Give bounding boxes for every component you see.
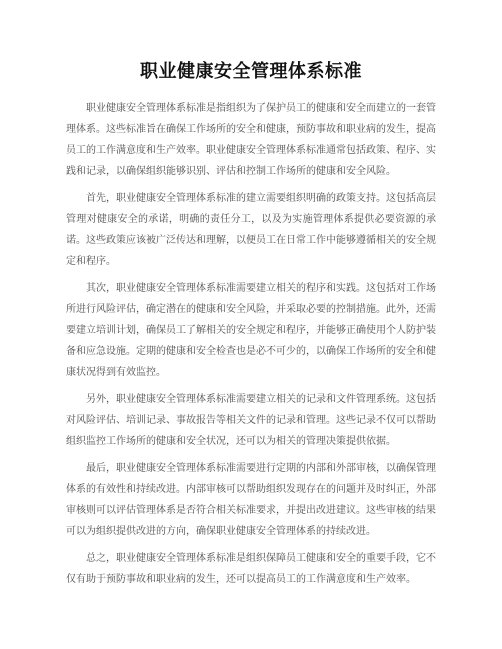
paragraph-procedures: 其次，职业健康安全管理体系标准需要建立相关的程序和实践。这包括对工作场所进行风险评估，确定潜在的健康和安全风险，并采取必要的控制措施。此外，还需要建立培训计划，确保员工了解相关的安全规定和程序，并能够正确使用个人防护装备和应急设施。定期的健康和安全检查也是必不可少的，以确保工作场所的安全和健康状况得到有效监控。	[66, 283, 436, 378]
paragraph-audits: 最后，职业健康安全管理体系标准需要进行定期的内部和外部审核，以确保管理体系的有效性和持续改进。内部审核可以帮助组织发现存在的问题并及时纠正，外部审核则可以评估管理体系是否符合相关标准要求，并提出改进建议。这些审核的结果可以为组织提供改进的方向，确保职业健康安全管理体系的持续改进。	[66, 463, 436, 537]
document-title: 职业健康安全管理体系标准	[140, 61, 362, 82]
paragraph-records: 另外，职业健康安全管理体系标准需要建立相关的记录和文件管理系统。这包括对风险评估、培训记录、事故报告等相关文件的记录和管理。这些记录不仅可以帮助组织监控工作场所的健康和安全状况，还可以为相关的管理决策提供依据。	[66, 394, 436, 447]
paragraph-intro: 职业健康安全管理体系标准是指组织为了保护员工的健康和安全而建立的一套管理体系。这些标准旨在确保工作场所的安全和健康，预防事故和职业病的发生，提高员工的工作满意度和生产效率。职业健康安全管理体系标准通常包括政策、程序、实践和记录，以确保组织能够识别、评估和控制工作场所的健康和安全风险。	[66, 103, 436, 177]
paragraph-conclusion: 总之，职业健康安全管理体系标准是组织保障员工健康和安全的重要手段，它不仅有助于预防事故和职业病的发生，还可以提高员工的工作满意度和生产效率。	[66, 553, 436, 585]
paragraph-policy: 首先，职业健康安全管理体系标准的建立需要组织明确的政策支持。这包括高层管理对健康安全的承诺，明确的责任分工，以及为实施管理体系提供必要资源的承诺。这些政策应该被广泛传达和理解，以便员工在日常工作中能够遵循相关的安全规定和程序。	[66, 193, 436, 267]
